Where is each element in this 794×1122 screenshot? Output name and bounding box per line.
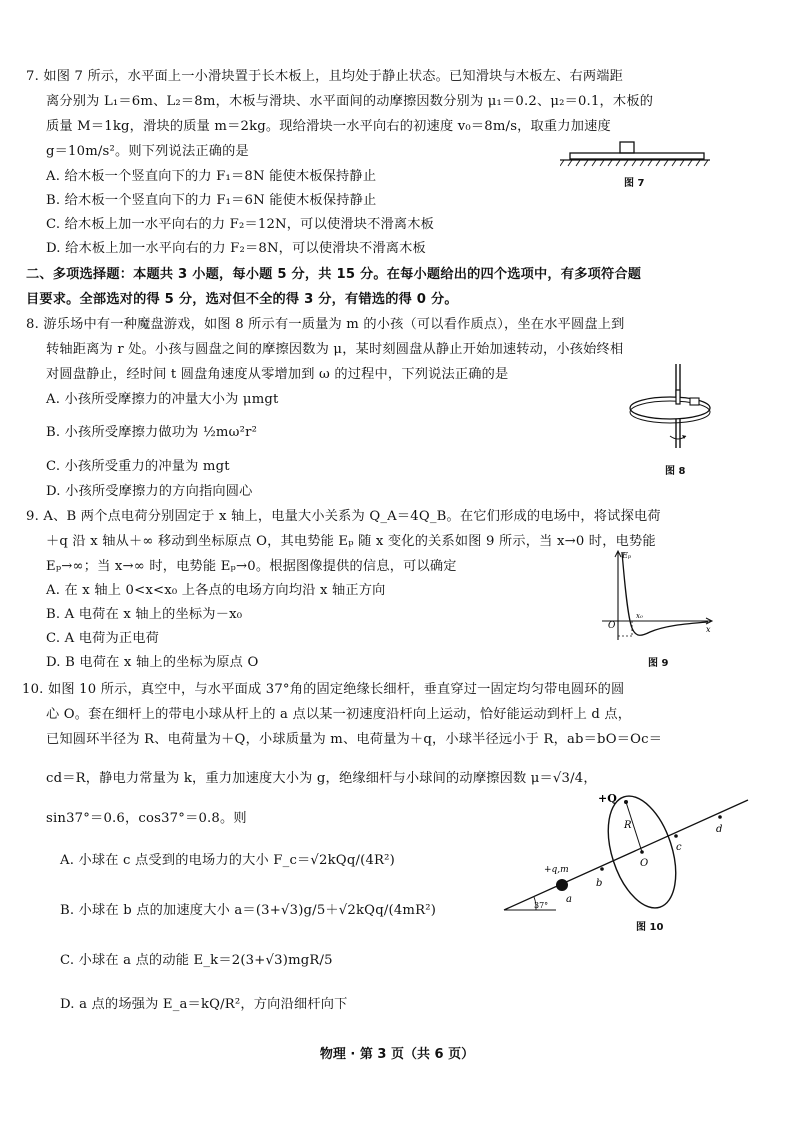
q7-line-1: 7. 如图 7 所示，水平面上一小滑块置于长木板上，且均处于静止状态。已知滑块与木板左、右两端距	[26, 69, 624, 84]
potential-energy-curve	[622, 552, 708, 635]
q10-option-b: B. 小球在 b 点的加速度大小 a＝(3+√3)g/5＋√2kQq/(4mR²)	[60, 903, 437, 918]
origin-label: O	[608, 621, 616, 631]
figure-8	[600, 362, 712, 454]
figure-9	[598, 548, 716, 644]
figure-7	[560, 140, 710, 172]
q7-option-b: B. 给木板一个竖直向下的力 F₁＝6N 能使木板保持静止	[46, 193, 377, 208]
q7-line-4: g＝10m/s²。则下列说法正确的是	[46, 144, 249, 159]
q10-line-2: 心 O。套在细杆上的带电小球从杆上的 a 点以某一初速度沿杆向上运动，恰好能运动到杆上 d 点，	[46, 707, 632, 722]
q9-option-c: C. A 电荷为正电荷	[46, 631, 160, 646]
q9-option-a: A. 在 x 轴上 0<x<x₀ 上各点的电场方向均沿 x 轴正方向	[46, 583, 386, 598]
figure-10	[500, 790, 752, 914]
d-label: d	[716, 824, 723, 835]
q9-option-b: B. A 电荷在 x 轴上的坐标为－x₀	[46, 607, 243, 622]
center-point	[640, 850, 644, 854]
figure-10-caption: 图 10	[636, 922, 664, 933]
q10-line-4: cd＝R，静电力常量为 k，重力加速度大小为 g，绝缘细杆与小球间的动摩擦因数 μ＝√3/4，	[46, 771, 597, 786]
ring-charge-label: +Q	[598, 792, 617, 805]
q7-option-d: D. 给木板上加一水平向右的力 F₂＝8N，可以使滑块不滑离木板	[46, 241, 426, 256]
insulating-rod	[504, 800, 748, 910]
q10-line-3: 已知圆环半径为 R、电荷量为＋Q，小球质量为 m、电荷量为＋q，小球半径远小于 R，ab＝bO＝Oc＝	[46, 732, 663, 747]
q10-line-1: 10. 如图 10 所示，真空中，与水平面成 37°角的固定绝缘长细杆，垂直穿过一固定均匀带电圆环的圆	[22, 682, 625, 697]
q8-option-d: D. 小孩所受摩擦力的方向指向圆心	[46, 484, 253, 499]
point-d	[718, 815, 722, 819]
section-2-line-1: 二、多项选择题：本题共 3 小题，每小题 5 分，共 15 分。在每小题给出的四个选项中，有多项符合题	[26, 267, 642, 282]
radius-label: R	[624, 820, 632, 831]
q9-option-d: D. B 电荷在 x 轴上的坐标为原点 O	[46, 655, 259, 670]
q8-option-c: C. 小孩所受重力的冲量为 mgt	[46, 459, 230, 474]
slider-block	[620, 142, 634, 153]
q9-line-2: ＋q 沿 x 轴从＋∞ 移动到坐标原点 O，其电势能 Eₚ 随 x 变化的关系如图 9 所示，当 x→0 时，电势能	[46, 534, 656, 549]
q7-option-c: C. 给木板上加一水平向右的力 F₂＝12N，可以使滑块不滑离木板	[46, 217, 435, 232]
q10-option-c: C. 小球在 a 点的动能 E_k＝2(3+√3)mgR/5	[60, 953, 333, 968]
q8-line-2: 转轴距离为 r 处。小孩与圆盘之间的摩擦因数为 μ，某时刻圆盘从静止开始加速转动，小孩始终相	[46, 342, 624, 357]
x-axis-label: x	[706, 625, 711, 634]
q10-option-d: D. a 点的场强为 E_a＝kQ/R²，方向沿细杆向下	[60, 997, 348, 1012]
q8-option-b: B. 小孩所受摩擦力做功为 ½mω²r²	[46, 425, 258, 440]
figure-8-caption: 图 8	[665, 466, 686, 477]
section-2-line-2: 目要求。全部选对的得 5 分，选对但不全的得 3 分，有错选的得 0 分。	[26, 292, 458, 307]
page-footer: 物理 · 第 3 页（共 6 页）	[319, 1047, 475, 1062]
q8-line-1: 8. 游乐场中有一种魔盘游戏，如图 8 所示有一质量为 m 的小孩（可以看作质点），坐在水平圆盘上到	[26, 317, 625, 332]
figure-7-caption: 图 7	[624, 178, 645, 189]
y-axis-label: Eₚ	[622, 551, 632, 560]
q8-option-a: A. 小孩所受摩擦力的冲量大小为 μmgt	[46, 392, 279, 407]
q8-line-3: 对圆盘静止，经时间 t 圆盘角速度从零增加到 ω 的过程中，下列说法正确的是	[46, 367, 509, 382]
a-label: a	[566, 894, 572, 905]
q9-line-1: 9. A、B 两个点电荷分别固定于 x 轴上，电量大小关系为 Q_A＝4Q_B。在它们形成的电场中，将试探电荷	[26, 509, 661, 524]
point-b	[600, 867, 604, 871]
charged-ball	[556, 879, 568, 891]
ground-hatch	[560, 160, 708, 166]
q7-line-2: 离分别为 L₁＝6m、L₂＝8m，木板与滑块、水平面间的动摩擦因数分别为 μ₁＝0.2、μ₂＝0.1，木板的	[46, 94, 654, 109]
figure-9-caption: 图 9	[648, 658, 669, 669]
q7-option-a: A. 给木板一个竖直向下的力 F₁＝8N 能使木板保持静止	[46, 169, 377, 184]
child-block	[690, 398, 699, 405]
ball-charge-label: +q,m	[544, 865, 569, 875]
q7-line-3: 质量 M＝1kg，滑块的质量 m＝2kg。现给滑块一水平向右的初速度 v₀＝8m/s，取重力加速度	[46, 119, 611, 134]
center-label: O	[640, 858, 649, 869]
long-board	[570, 153, 704, 159]
x0-label: x₀	[636, 612, 643, 620]
q9-line-3: Eₚ→∞；当 x→∞ 时，电势能 Eₚ→0。根据图像提供的信息，可以确定	[46, 559, 457, 574]
b-label: b	[596, 878, 603, 889]
q10-line-5: sin37°＝0.6，cos37°＝0.8。则	[46, 811, 247, 826]
angle-label: 37°	[534, 901, 549, 910]
point-c	[674, 834, 678, 838]
c-label: c	[676, 842, 682, 853]
q10-option-a: A. 小球在 c 点受到的电场力的大小 F_c＝√2kQq/(4R²)	[60, 853, 395, 868]
